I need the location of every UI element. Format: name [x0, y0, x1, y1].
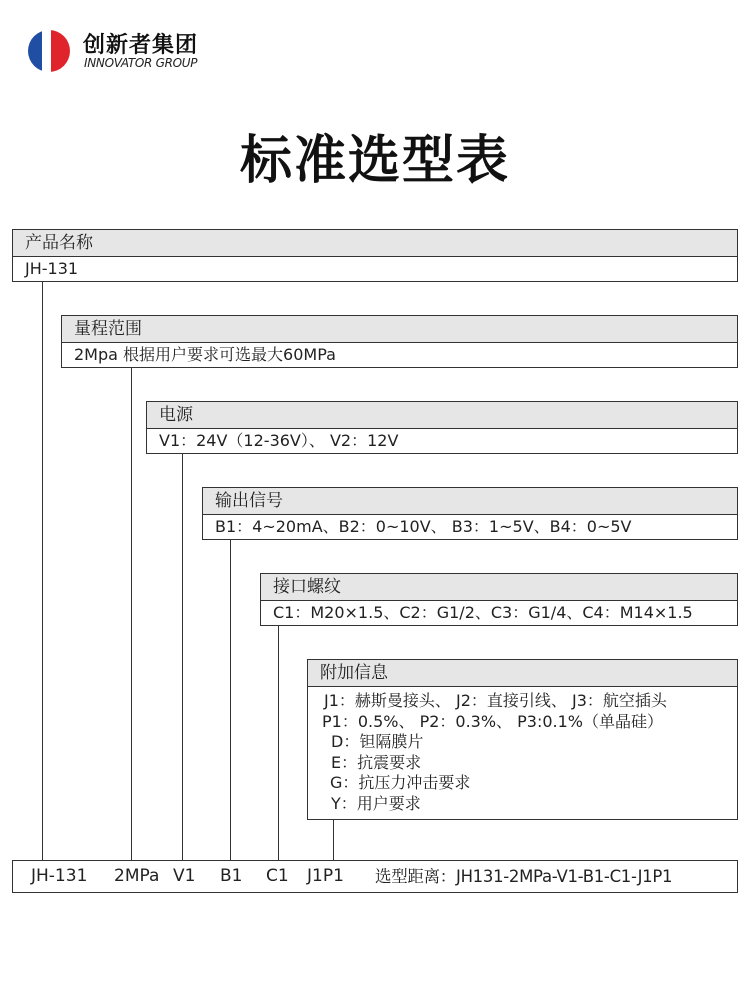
- extra-info-line: D：钽隔膜片: [331, 732, 424, 751]
- product-name-header: 产品名称: [13, 230, 737, 257]
- range-box: [61, 315, 738, 368]
- code-extra: J1P1: [307, 866, 344, 886]
- thread-box: [260, 573, 738, 626]
- page-title: 标准选型表: [239, 131, 510, 191]
- connector-line-power: [182, 454, 183, 860]
- thread-header: 接口螺纹: [261, 574, 737, 601]
- signal-value: B1：4~20mA、B2：0~10V、 B3：1~5V、B4：0~5V: [215, 517, 632, 536]
- range-header: 量程范围: [62, 316, 737, 343]
- power-header: 电源: [147, 402, 737, 429]
- code-product: JH-131: [31, 866, 88, 886]
- connector-line-range: [131, 368, 132, 860]
- connector-line-signal: [230, 540, 231, 860]
- signal-header: 输出信号: [203, 488, 737, 515]
- thread-value: C1：M20×1.5、C2：G1/2、C3：G1/4、C4：M14×1.5: [273, 603, 693, 622]
- power-value: V1：24V（12-36V）、 V2：12V: [159, 431, 399, 450]
- brand-name-en: INNOVATOR GROUP: [84, 56, 198, 70]
- company-logo: [28, 28, 228, 74]
- french-flag-icon: [28, 30, 70, 72]
- code-range: 2MPa: [114, 866, 160, 886]
- model-code-row: [12, 860, 738, 893]
- signal-box: [202, 487, 738, 540]
- connector-line-product: [42, 282, 43, 860]
- extra-info-box: [307, 659, 738, 820]
- extra-info-line: P1：0.5%、 P2：0.3%、 P3:0.1%（单晶硅）: [322, 711, 663, 731]
- extra-info-lines: [308, 687, 737, 814]
- extra-info-line: E：抗震要求: [331, 752, 422, 772]
- product-name-value: JH-131: [25, 259, 79, 278]
- extra-info-header: 附加信息: [308, 660, 737, 687]
- extra-info-line: Y：用户要求: [331, 793, 421, 813]
- connector-line-extra: [333, 820, 334, 860]
- extra-info-line: J1：赫斯曼接头、 J2：直接引线、 J3：航空插头: [324, 691, 667, 710]
- connector-line-thread: [278, 626, 279, 860]
- code-thread: C1: [266, 866, 289, 886]
- code-signal: B1: [220, 866, 243, 886]
- product-name-box: [12, 229, 738, 282]
- extra-info-line: G：抗压力冲击要求: [330, 773, 471, 792]
- code-power: V1: [173, 866, 196, 886]
- brand-name-cn: 创新者集团: [83, 33, 199, 58]
- selection-example: 选型距离：JH131-2MPa-V1-B1-C1-J1P1: [375, 867, 673, 886]
- range-value: 2Mpa 根据用户要求可选最大60MPa: [74, 345, 336, 364]
- power-box: [146, 401, 738, 454]
